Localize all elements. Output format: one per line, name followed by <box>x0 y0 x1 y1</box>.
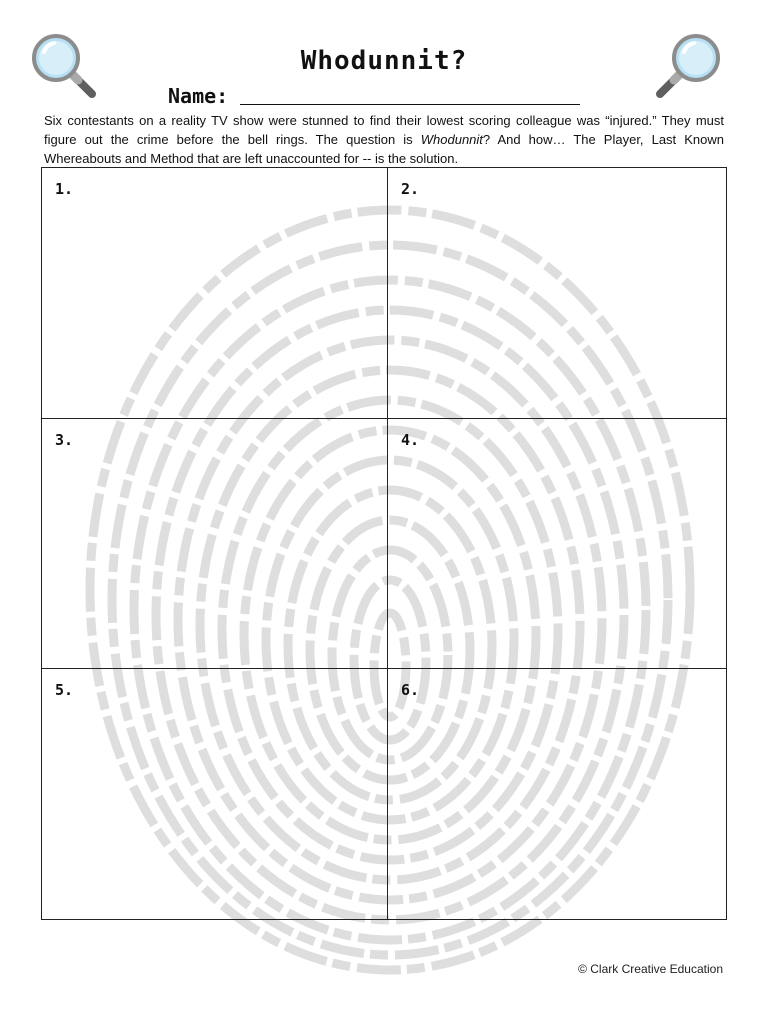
intro-text-part1: Six contestants on a reality TV show were stunned to find their lowest scoring colleague was “injured.” They must figure out the crime before the bell rings. The question is <box>44 113 724 147</box>
clue-box-5[interactable] <box>42 669 388 919</box>
clue-box-3[interactable] <box>42 419 388 669</box>
clue-box-2[interactable] <box>388 168 726 419</box>
clue-box-4[interactable] <box>388 419 726 669</box>
name-blank-line[interactable] <box>240 104 580 105</box>
intro-emphasis: Whodunnit <box>420 132 483 147</box>
intro-text-part2: ? And how… The Player, Last Known Whereabouts and Method that are left unaccounted for -- is the solution. <box>44 132 724 166</box>
clue-grid <box>41 167 727 920</box>
clue-box-number: 2. <box>401 180 420 198</box>
clue-box-number: 3. <box>55 431 74 449</box>
clue-box-1[interactable] <box>42 168 388 419</box>
clue-box-number: 5. <box>55 681 74 699</box>
name-label: Name: <box>168 84 229 108</box>
copyright-footer: © Clark Creative Education <box>578 962 723 976</box>
clue-box-number: 4. <box>401 431 420 449</box>
page-title: Whodunnit? <box>300 46 468 76</box>
clue-box-6[interactable] <box>388 669 726 919</box>
clue-box-number: 6. <box>401 681 420 699</box>
clue-box-number: 1. <box>55 180 74 198</box>
name-field[interactable] <box>168 84 588 110</box>
intro-paragraph <box>44 111 724 168</box>
